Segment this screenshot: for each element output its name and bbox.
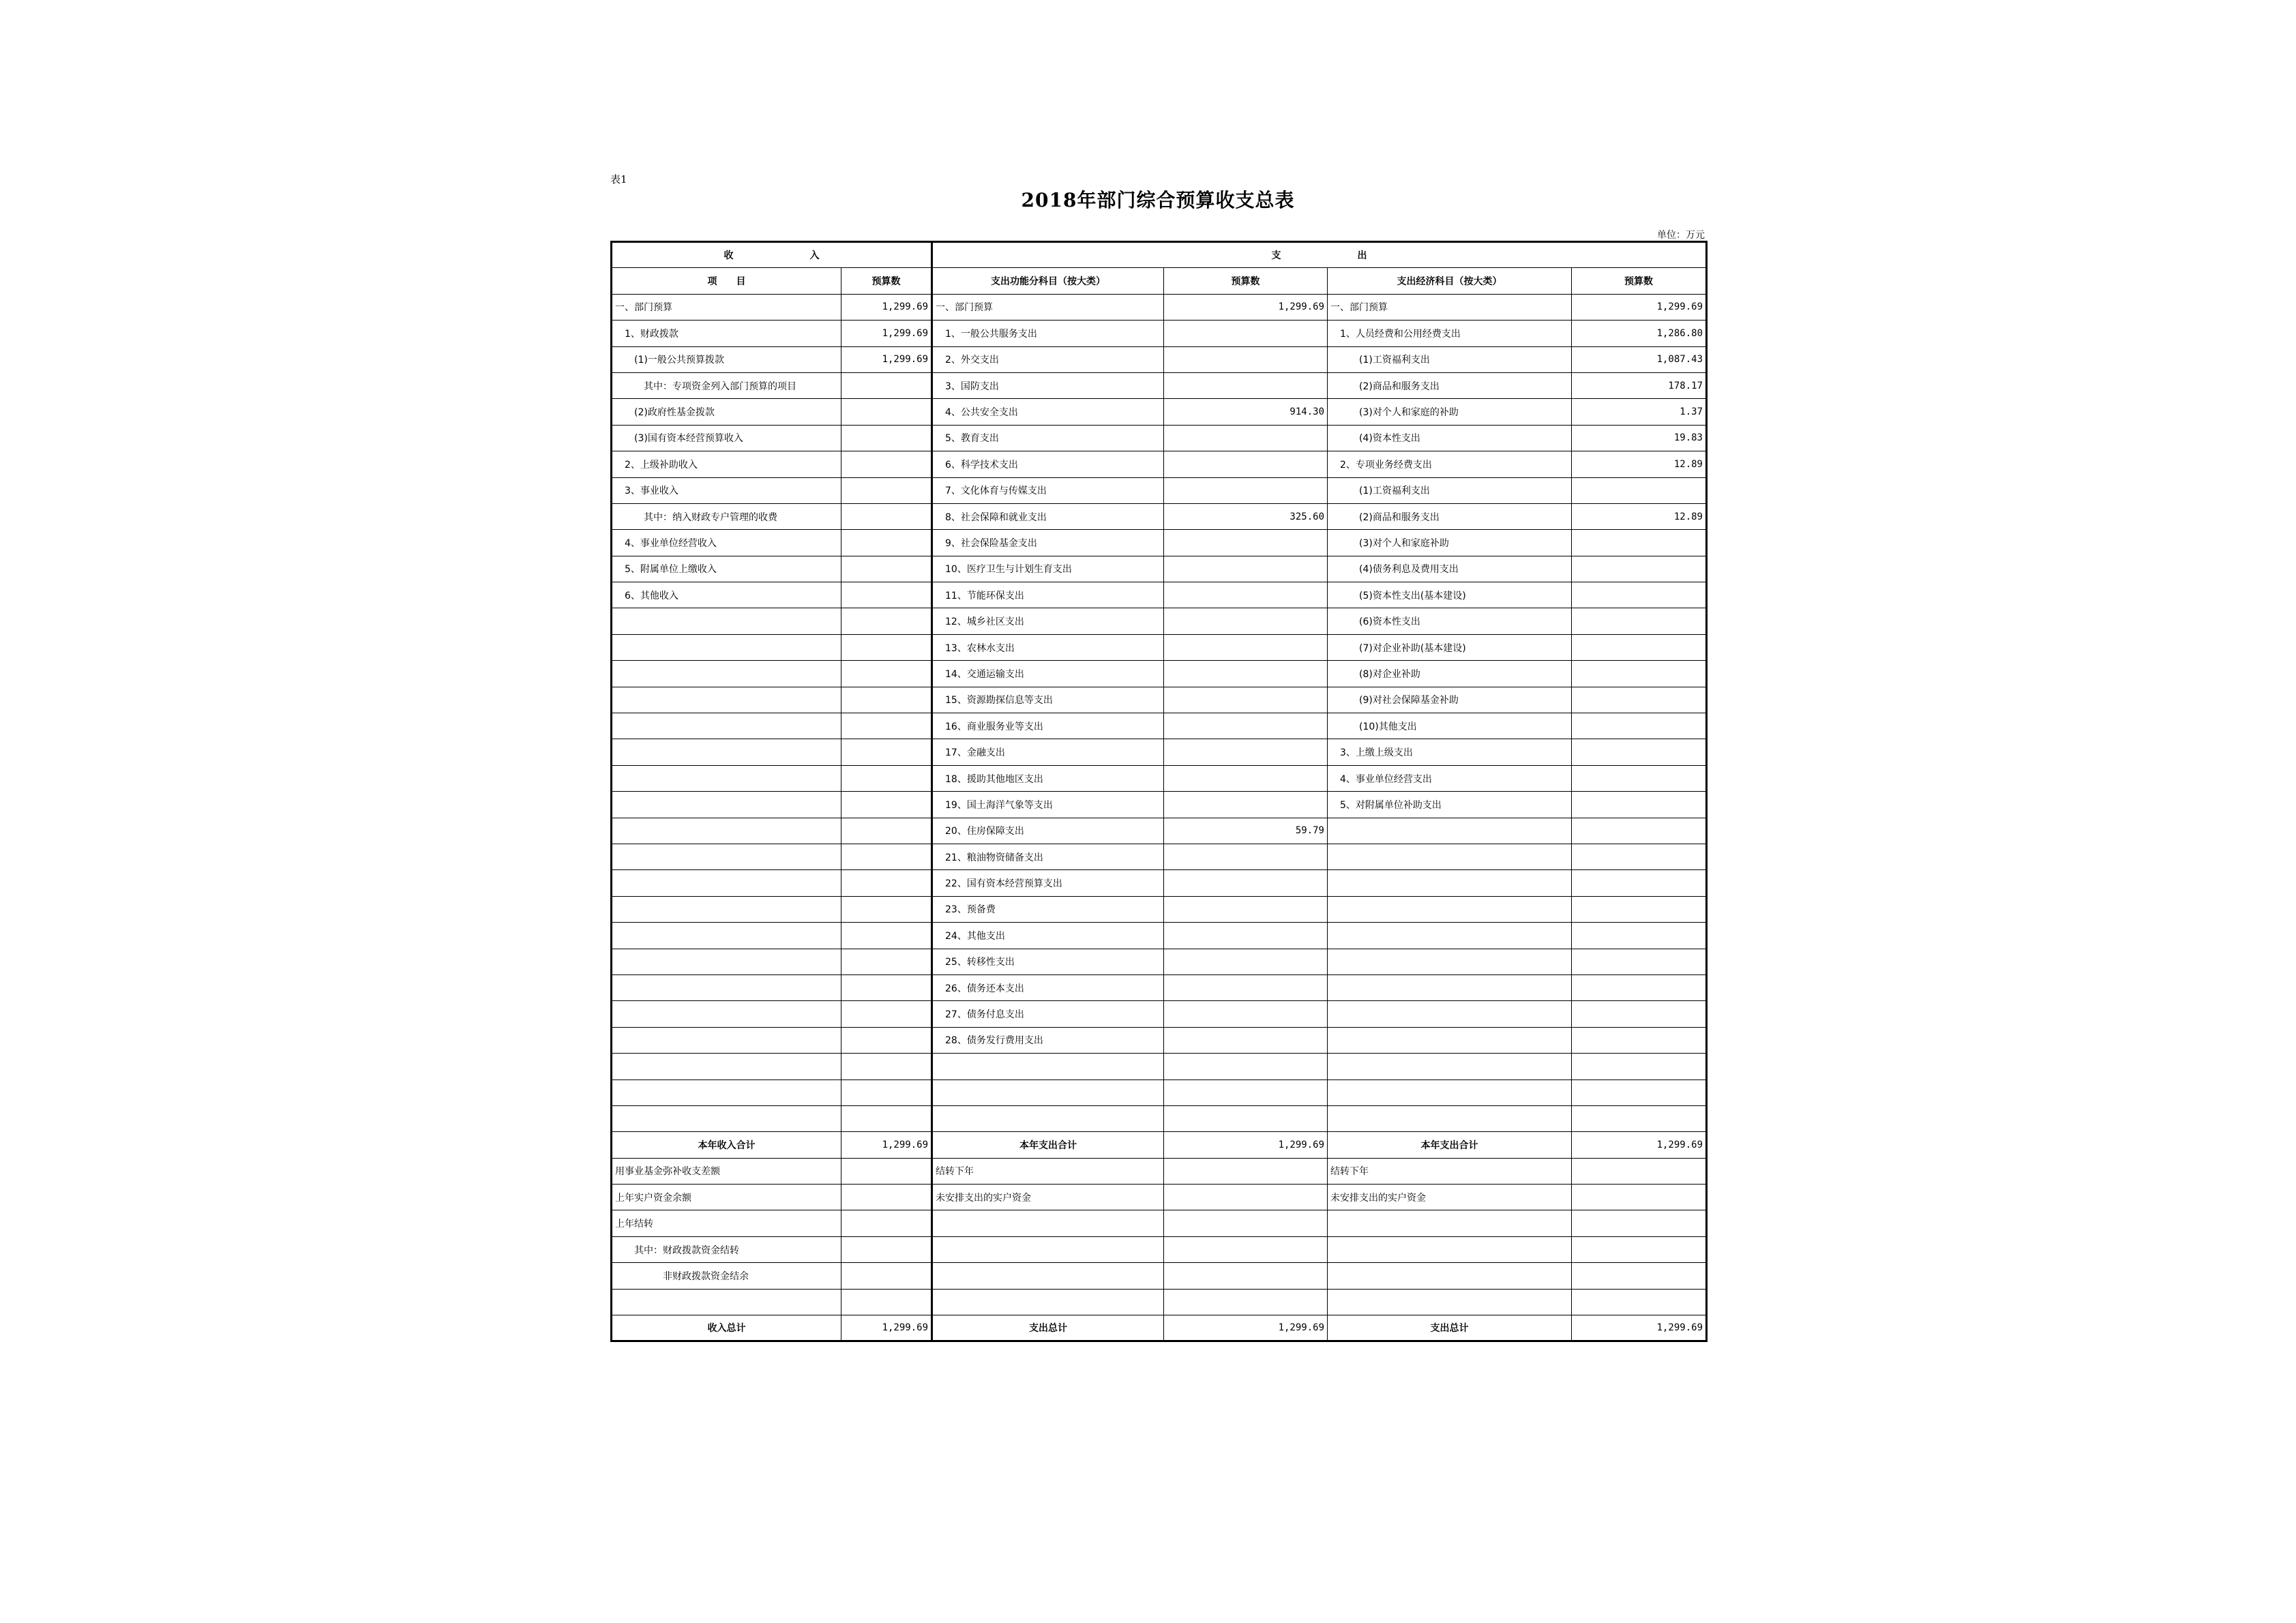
item-label-cell: 支出总计 [932, 1315, 1164, 1341]
item-label-cell: 18、援助其他地区支出 [932, 765, 1164, 791]
item-label-cell [612, 792, 841, 818]
item-label-cell [1328, 923, 1572, 949]
budget-amount-cell [1164, 321, 1328, 346]
item-label-cell: 1、人员经费和公用经费支出 [1328, 321, 1572, 346]
budget-amount-cell [841, 372, 932, 398]
item-label-cell [612, 870, 841, 896]
budget-amount-cell [1164, 923, 1328, 949]
budget-amount-cell: 1,299.69 [1164, 1315, 1328, 1341]
item-label-cell [1328, 818, 1572, 844]
item-label-cell [1328, 844, 1572, 869]
budget-amount-cell [841, 399, 932, 425]
budget-amount-cell: 1,299.69 [1572, 1132, 1707, 1158]
item-label-cell [932, 1289, 1164, 1315]
item-label-cell: 11、节能环保支出 [932, 582, 1164, 608]
item-label-cell [612, 608, 841, 634]
budget-amount-cell [1572, 792, 1707, 818]
item-label-cell [1328, 1079, 1572, 1105]
budget-amount-cell [1572, 765, 1707, 791]
item-label-cell: 22、国有资本经营预算支出 [932, 870, 1164, 896]
column-header-budget: 预算数 [1572, 268, 1707, 294]
budget-amount-cell [841, 530, 932, 556]
budget-amount-cell [1572, 974, 1707, 1000]
table-row [612, 1027, 1707, 1053]
item-label-cell [1328, 949, 1572, 974]
budget-amount-cell [1572, 634, 1707, 660]
item-label-cell: (1)一般公共预算拨款 [612, 346, 841, 372]
table-row [612, 896, 1707, 922]
item-label-cell: 21、粮油物资储备支出 [932, 844, 1164, 869]
item-label-cell: 1、财政拨款 [612, 321, 841, 346]
budget-amount-cell [1164, 451, 1328, 477]
budget-amount-cell [1164, 1210, 1328, 1236]
item-label-cell: 9、社会保险基金支出 [932, 530, 1164, 556]
item-label-cell [932, 1054, 1164, 1079]
item-label-cell: 一、部门预算 [932, 294, 1164, 320]
income-section-header: 收 入 [612, 242, 932, 268]
budget-amount-cell: 1,299.69 [841, 346, 932, 372]
item-label-cell [1328, 1236, 1572, 1262]
budget-amount-cell [1164, 974, 1328, 1000]
budget-amount-cell [1164, 634, 1328, 660]
budget-amount-cell [841, 1158, 932, 1184]
budget-amount-cell [1164, 1236, 1328, 1262]
table-row [612, 974, 1707, 1000]
budget-amount-cell [1572, 1079, 1707, 1105]
budget-amount-cell [841, 713, 932, 739]
budget-amount-cell [1572, 1001, 1707, 1027]
budget-amount-cell [1572, 896, 1707, 922]
item-label-cell: 13、农林水支出 [932, 634, 1164, 660]
budget-amount-cell [1572, 1289, 1707, 1315]
item-label-cell: 4、公共安全支出 [932, 399, 1164, 425]
item-label-cell [1328, 870, 1572, 896]
item-label-cell: 2、外交支出 [932, 346, 1164, 372]
table-row [612, 477, 1707, 503]
budget-amount-cell: 1,299.69 [1164, 294, 1328, 320]
budget-amount-cell [841, 661, 932, 687]
budget-amount-cell [1164, 1289, 1328, 1315]
table-label: 表1 [610, 173, 627, 185]
item-label-cell: 结转下年 [932, 1158, 1164, 1184]
table-row [612, 765, 1707, 791]
budget-amount-cell [841, 425, 932, 451]
item-label-cell: (10)其他支出 [1328, 713, 1572, 739]
item-label-cell [612, 818, 841, 844]
item-label-cell [612, 713, 841, 739]
column-header-economic-category: 支出经济科目（按大类） [1328, 268, 1572, 294]
budget-amount-cell [1164, 1158, 1328, 1184]
item-label-cell: 上年实户资金余额 [612, 1185, 841, 1210]
table-row [612, 530, 1707, 556]
item-label-cell: 6、其他收入 [612, 582, 841, 608]
item-label-cell: 6、科学技术支出 [932, 451, 1164, 477]
item-label-cell: 本年支出合计 [1328, 1132, 1572, 1158]
item-label-cell: 28、债务发行费用支出 [932, 1027, 1164, 1053]
table-row [612, 1263, 1707, 1289]
item-label-cell [1328, 1001, 1572, 1027]
table-row [612, 739, 1707, 765]
budget-amount-cell [1572, 687, 1707, 713]
budget-amount-cell [841, 1236, 932, 1262]
table-row [612, 1054, 1707, 1079]
item-label-cell [932, 1210, 1164, 1236]
budget-amount-cell [841, 582, 932, 608]
item-label-cell [612, 661, 841, 687]
table-row [612, 634, 1707, 660]
budget-amount-cell [841, 687, 932, 713]
column-header-budget: 预算数 [1164, 268, 1328, 294]
budget-amount-cell [1164, 1185, 1328, 1210]
table-row [612, 1210, 1707, 1236]
budget-amount-cell [1164, 346, 1328, 372]
budget-amount-cell [841, 556, 932, 582]
item-label-cell: (1)工资福利支出 [1328, 346, 1572, 372]
item-label-cell: 上年结转 [612, 1210, 841, 1236]
budget-amount-cell [1164, 765, 1328, 791]
budget-amount-cell [841, 1054, 932, 1079]
budget-amount-cell [1164, 713, 1328, 739]
item-label-cell: 其中：财政拨款资金结转 [612, 1236, 841, 1262]
item-label-cell: 其中：纳入财政专户管理的收费 [612, 503, 841, 529]
table-row [612, 870, 1707, 896]
budget-amount-cell: 1,286.80 [1572, 321, 1707, 346]
item-label-cell: 23、预备费 [932, 896, 1164, 922]
budget-amount-cell [1572, 923, 1707, 949]
budget-amount-cell: 12.89 [1572, 451, 1707, 477]
budget-amount-cell [1164, 739, 1328, 765]
column-header-budget: 预算数 [841, 268, 932, 294]
table-row [612, 503, 1707, 529]
table-row [612, 1158, 1707, 1184]
table-row [612, 923, 1707, 949]
item-label-cell: 25、转移性支出 [932, 949, 1164, 974]
item-label-cell [932, 1263, 1164, 1289]
budget-amount-cell [1572, 1158, 1707, 1184]
item-label-cell [612, 1027, 841, 1053]
budget-amount-cell: 914.30 [1164, 399, 1328, 425]
budget-amount-cell [1164, 1054, 1328, 1079]
item-label-cell [612, 1289, 841, 1315]
item-label-cell [612, 739, 841, 765]
budget-amount-cell: 1,299.69 [841, 294, 932, 320]
table-row [612, 294, 1707, 320]
budget-amount-cell [1572, 661, 1707, 687]
item-label-cell: 3、事业收入 [612, 477, 841, 503]
budget-amount-cell [841, 765, 932, 791]
budget-amount-cell: 1,299.69 [1572, 1315, 1707, 1341]
item-label-cell [612, 974, 841, 1000]
item-label-cell: (2)商品和服务支出 [1328, 372, 1572, 398]
item-label-cell: 2、上级补助收入 [612, 451, 841, 477]
budget-amount-cell [1572, 477, 1707, 503]
table-row [612, 1185, 1707, 1210]
table-row [612, 713, 1707, 739]
item-label-cell: 5、教育支出 [932, 425, 1164, 451]
table-row [612, 372, 1707, 398]
item-label-cell: (2)政府性基金拨款 [612, 399, 841, 425]
item-label-cell: (3)国有资本经营预算收入 [612, 425, 841, 451]
table-row [612, 792, 1707, 818]
budget-amount-cell: 1,087.43 [1572, 346, 1707, 372]
item-label-cell: (6)资本性支出 [1328, 608, 1572, 634]
item-label-cell: (8)对企业补助 [1328, 661, 1572, 687]
item-label-cell: (3)对个人和家庭的补助 [1328, 399, 1572, 425]
budget-amount-cell [1572, 739, 1707, 765]
budget-amount-cell: 19.83 [1572, 425, 1707, 451]
table-row [612, 1105, 1707, 1131]
table-row [612, 844, 1707, 869]
budget-amount-cell [1572, 1236, 1707, 1262]
item-label-cell: 10、医疗卫生与计划生育支出 [932, 556, 1164, 582]
budget-amount-cell [1572, 1027, 1707, 1053]
budget-amount-cell [1164, 530, 1328, 556]
budget-amount-cell [1164, 477, 1328, 503]
budget-amount-cell [1164, 661, 1328, 687]
item-label-cell [612, 1001, 841, 1027]
budget-amount-cell [1164, 1001, 1328, 1027]
budget-amount-cell [1164, 1027, 1328, 1053]
budget-amount-cell: 1,299.69 [841, 321, 932, 346]
item-label-cell: 27、债务付息支出 [932, 1001, 1164, 1027]
item-label-cell: 14、交通运输支出 [932, 661, 1164, 687]
table-row [612, 399, 1707, 425]
budget-amount-cell [1164, 1079, 1328, 1105]
budget-amount-cell [841, 949, 932, 974]
item-label-cell [1328, 1027, 1572, 1053]
item-label-cell: 未安排支出的实户资金 [1328, 1185, 1572, 1210]
page-title: 2018年部门综合预算收支总表 [1021, 189, 1295, 211]
expense-section-header: 支 出 [932, 242, 1707, 268]
table-row [612, 818, 1707, 844]
budget-amount-cell [1572, 949, 1707, 974]
table-row [612, 556, 1707, 582]
budget-amount-cell [841, 1210, 932, 1236]
table-row [612, 687, 1707, 713]
item-label-cell [932, 1105, 1164, 1131]
budget-amount-cell: 1,299.69 [841, 1132, 932, 1158]
budget-amount-cell [841, 844, 932, 869]
table-row [612, 608, 1707, 634]
budget-amount-cell [1572, 1263, 1707, 1289]
table-row [612, 661, 1707, 687]
table-row [612, 346, 1707, 372]
item-label-cell [612, 687, 841, 713]
budget-amount-cell [1164, 582, 1328, 608]
item-label-cell: 4、事业单位经营收入 [612, 530, 841, 556]
item-label-cell: 7、文化体育与传媒支出 [932, 477, 1164, 503]
budget-amount-cell [841, 739, 932, 765]
budget-amount-cell [1164, 896, 1328, 922]
table-row [612, 1289, 1707, 1315]
budget-amount-cell [1572, 713, 1707, 739]
table-row [612, 1236, 1707, 1262]
item-label-cell: 24、其他支出 [932, 923, 1164, 949]
budget-amount-cell [841, 818, 932, 844]
table-row [612, 425, 1707, 451]
item-label-cell: 一、部门预算 [612, 294, 841, 320]
budget-amount-cell [1572, 582, 1707, 608]
item-label-cell [612, 1105, 841, 1131]
table-row [612, 321, 1707, 346]
item-label-cell: 15、资源勘探信息等支出 [932, 687, 1164, 713]
year-total-row [612, 1132, 1707, 1158]
budget-amount-cell [841, 1263, 932, 1289]
budget-amount-cell [1572, 1210, 1707, 1236]
table-row [612, 949, 1707, 974]
budget-amount-cell [1572, 556, 1707, 582]
item-label-cell: 非财政拨款资金结余 [612, 1263, 841, 1289]
budget-amount-cell [841, 792, 932, 818]
budget-amount-cell [1164, 1105, 1328, 1131]
item-label-cell: 8、社会保障和就业支出 [932, 503, 1164, 529]
item-label-cell: (3)对个人和家庭补助 [1328, 530, 1572, 556]
item-label-cell: 结转下年 [1328, 1158, 1572, 1184]
budget-amount-cell [1164, 1263, 1328, 1289]
budget-amount-cell [1164, 949, 1328, 974]
unit-label: 单位：万元 [1657, 230, 1705, 241]
budget-amount-cell [1164, 556, 1328, 582]
item-label-cell: 17、金融支出 [932, 739, 1164, 765]
budget-amount-cell [841, 1027, 932, 1053]
item-label-cell: 16、商业服务业等支出 [932, 713, 1164, 739]
item-label-cell [612, 1054, 841, 1079]
budget-amount-cell [1572, 530, 1707, 556]
budget-amount-cell [1164, 792, 1328, 818]
budget-amount-cell [1164, 870, 1328, 896]
item-label-cell [932, 1236, 1164, 1262]
item-label-cell: 用事业基金弥补收支差额 [612, 1158, 841, 1184]
budget-amount-cell [1572, 608, 1707, 634]
budget-amount-cell: 59.79 [1164, 818, 1328, 844]
item-label-cell [612, 765, 841, 791]
budget-amount-cell [841, 1079, 932, 1105]
item-label-cell: 3、上缴上级支出 [1328, 739, 1572, 765]
budget-amount-cell [841, 923, 932, 949]
item-label-cell: 3、国防支出 [932, 372, 1164, 398]
budget-amount-cell: 325.60 [1164, 503, 1328, 529]
item-label-cell [612, 1079, 841, 1105]
table-row [612, 1079, 1707, 1105]
item-label-cell: (4)债务利息及费用支出 [1328, 556, 1572, 582]
item-label-cell: 4、事业单位经营支出 [1328, 765, 1572, 791]
item-label-cell: 未安排支出的实户资金 [932, 1185, 1164, 1210]
table-row [612, 1001, 1707, 1027]
budget-amount-cell: 178.17 [1572, 372, 1707, 398]
budget-amount-cell [841, 477, 932, 503]
item-label-cell: 收入总计 [612, 1315, 841, 1341]
item-label-cell [1328, 1105, 1572, 1131]
item-label-cell [1328, 1289, 1572, 1315]
budget-amount-cell [1572, 844, 1707, 869]
budget-amount-cell [841, 608, 932, 634]
item-label-cell: (9)对社会保障基金补助 [1328, 687, 1572, 713]
budget-summary-table [610, 241, 1708, 1342]
item-label-cell [1328, 896, 1572, 922]
table-row [612, 451, 1707, 477]
budget-amount-cell: 1.37 [1572, 399, 1707, 425]
item-label-cell: 20、住房保障支出 [932, 818, 1164, 844]
budget-amount-cell [1572, 1054, 1707, 1079]
item-label-cell: 支出总计 [1328, 1315, 1572, 1341]
item-label-cell: (4)资本性支出 [1328, 425, 1572, 451]
table-row [612, 582, 1707, 608]
budget-amount-cell [841, 1105, 932, 1131]
item-label-cell: 5、附属单位上缴收入 [612, 556, 841, 582]
budget-amount-cell [1164, 608, 1328, 634]
budget-amount-cell [841, 1289, 932, 1315]
column-header-item: 项 目 [612, 268, 841, 294]
item-label-cell [612, 923, 841, 949]
budget-amount-cell [841, 1001, 932, 1027]
item-label-cell: (1)工资福利支出 [1328, 477, 1572, 503]
budget-amount-cell [841, 451, 932, 477]
item-label-cell: (2)商品和服务支出 [1328, 503, 1572, 529]
grand-total-row [612, 1315, 1707, 1341]
item-label-cell: 本年收入合计 [612, 1132, 841, 1158]
item-label-cell: 12、城乡社区支出 [932, 608, 1164, 634]
item-label-cell [612, 634, 841, 660]
budget-amount-cell [1164, 687, 1328, 713]
item-label-cell [612, 949, 841, 974]
item-label-cell [1328, 1054, 1572, 1079]
item-label-cell: (7)对企业补助(基本建设) [1328, 634, 1572, 660]
budget-amount-cell: 1,299.69 [1164, 1132, 1328, 1158]
item-label-cell: 1、一般公共服务支出 [932, 321, 1164, 346]
budget-amount-cell [841, 974, 932, 1000]
item-label-cell: 5、对附属单位补助支出 [1328, 792, 1572, 818]
budget-amount-cell: 12.89 [1572, 503, 1707, 529]
budget-amount-cell [1572, 1105, 1707, 1131]
budget-amount-cell [841, 634, 932, 660]
item-label-cell: 一、部门预算 [1328, 294, 1572, 320]
item-label-cell [1328, 1263, 1572, 1289]
budget-amount-cell [841, 870, 932, 896]
column-header-function-category: 支出功能分科目（按大类） [932, 268, 1164, 294]
item-label-cell: 其中：专项资金列入部门预算的项目 [612, 372, 841, 398]
item-label-cell [612, 844, 841, 869]
budget-amount-cell [1164, 425, 1328, 451]
budget-amount-cell [1164, 372, 1328, 398]
item-label-cell: (5)资本性支出(基本建设) [1328, 582, 1572, 608]
budget-amount-cell [1572, 818, 1707, 844]
item-label-cell [612, 896, 841, 922]
item-label-cell: 19、国土海洋气象等支出 [932, 792, 1164, 818]
budget-amount-cell: 1,299.69 [841, 1315, 932, 1341]
item-label-cell: 2、专项业务经费支出 [1328, 451, 1572, 477]
budget-amount-cell [841, 896, 932, 922]
budget-amount-cell [841, 1185, 932, 1210]
budget-amount-cell [1572, 1185, 1707, 1210]
budget-amount-cell [1572, 870, 1707, 896]
budget-amount-cell: 1,299.69 [1572, 294, 1707, 320]
item-label-cell: 本年支出合计 [932, 1132, 1164, 1158]
budget-amount-cell [841, 503, 932, 529]
item-label-cell: 26、债务还本支出 [932, 974, 1164, 1000]
item-label-cell [1328, 1210, 1572, 1236]
budget-amount-cell [1164, 844, 1328, 869]
item-label-cell [932, 1079, 1164, 1105]
item-label-cell [1328, 974, 1572, 1000]
